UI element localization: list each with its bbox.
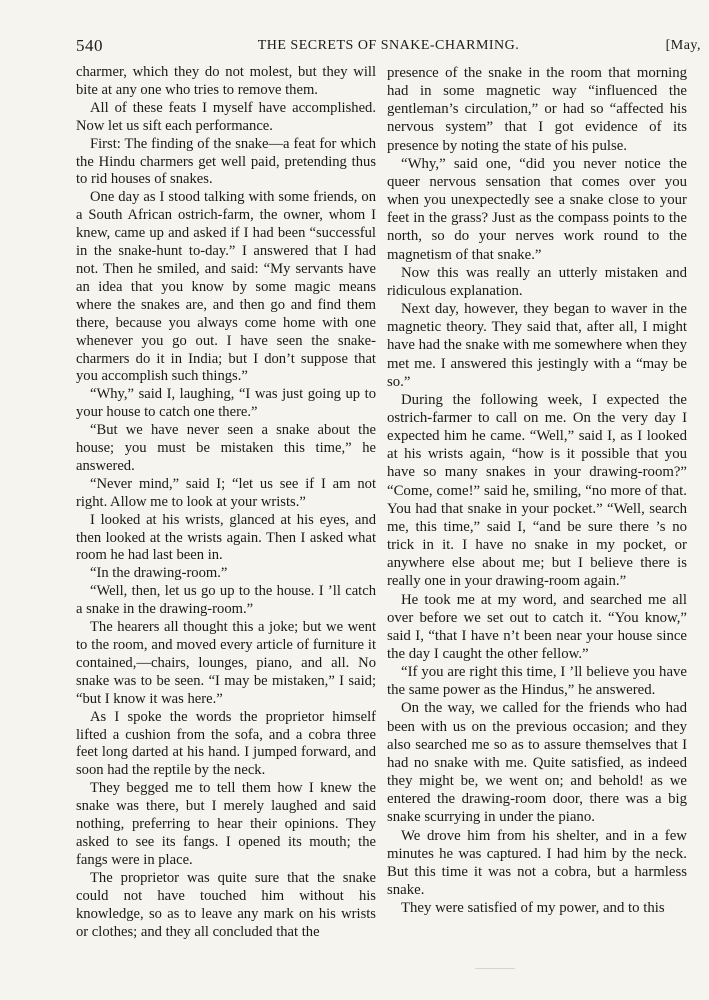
paragraph: During the following week, I expected the ostrich-farmer to call on me. On the very day I expected him he came. “Well,” said I, as I looked at his wrists again, “how is it possible that you have so many snakes in your drawing-room?” “Come, come!” said he, smiling, “no more of that. You had that snake in your pocket.” “Well, search me, this time,” said I, “and be sure there ’s no trick in it. I have no snake in my pocket, or anywhere else about me; but I believe there is really one in your drawing-room again.” (387, 391, 687, 590)
paragraph: “Why,” said one, “did you never notice the queer nervous sensation that comes over you when you unexpectedly see a snake close to your feet in the grass? Just as the compass points to the north, so do your nerves work round to the magnetism of that snake.” (387, 155, 687, 263)
paragraph: “But we have never seen a snake about the house; you must be mistaken this time,” he answered. (76, 422, 376, 474)
paragraph: presence of the snake in the room that morning had in some magnetic way “influenced the gentleman’s circulation,” or had so “affected his nervous system” that I got evidence of its presence by noting the state of his pulse. (387, 65, 687, 154)
paragraph: “Well, then, let us go up to the house. I ’ll catch a snake in the drawing-room.” (76, 583, 376, 618)
paragraph: Now this was really an utterly mistaken and ridiculous explanation. (387, 264, 687, 299)
paragraph: We drove him from his shelter, and in a few minutes he was captured. I had him by the neck. But this time it was not a cobra, but a harmless snake. (387, 827, 687, 899)
right-column (387, 64, 687, 917)
paragraph: One day as I stood talking with some friends, on a South African ostrich-farm, the owner, whom I knew, came up and asked if I had been “successful in the snake-hunt to-day.” I answered that I had not. Then he smiled, and said: “My servants have an idea that you know by some magic means where the snakes are, and then go and find them there, because you always come home with one whenever you go out. I have seen the snake-charmers do it in India; but I don’t suppose that you accomplish such things.” (76, 189, 376, 385)
issue-month: [May, (665, 38, 701, 53)
paper-mark (475, 968, 515, 969)
paragraph: As I spoke the words the proprietor himself lifted a cushion from the sofa, and a cobra three feet long darted at his hand. I jumped forward, and soon had the reptile by the neck. (76, 708, 376, 779)
paragraph: He took me at my word, and searched me all over before we set out to catch it. “You know,” said I, “that I have n’t been near your house since the day I caught the other fellow.” (387, 591, 687, 662)
paragraph: On the way, we called for the friends who had been with us on the previous occasion; and they also searched me so as to assure themselves that I had no snake with me. Quite satisfied, as indeed they might be, we went on; and behold! as we entered the drawing-room door, there was a big snake scurrying in under the piano. (387, 700, 687, 826)
paragraph: They begged me to tell them how I knew the snake was there, but I merely laughed and said nothing, preferring to hear their opinions. They asked to see its fangs. I opened its mouth; the fangs were in place. (76, 780, 376, 868)
paragraph: Next day, however, they began to waver in the magnetic theory. They said that, after all, I might have had the snake with me somewhere when they met me. I answered this jestingly with a “may be so.” (387, 301, 687, 390)
paragraph: The hearers all thought this a joke; but we went to the room, and moved every article of furniture it contained,—chairs, lounges, piano, and all. No snake was to be seen. “I may be mistaken,” I said; “but I know it was here.” (76, 619, 376, 707)
paragraph: I looked at his wrists, glanced at his eyes, and then looked at the wrists again. Then I asked what room he had last been in. (76, 511, 376, 564)
paragraph: They were satisfied of my power, and to this (401, 900, 665, 917)
left-column (76, 64, 376, 941)
paragraph: “If you are right this time, I ’ll believe you have the same power as the Hindus,” he answered. (387, 664, 687, 699)
paragraph: First: The finding of the snake—a feat for which the Hindu charmers get well paid, pretending thus to rid houses of snakes. (76, 135, 376, 188)
paragraph: charmer, which they do not molest, but they will bite at any one who tries to remove them. (76, 64, 376, 98)
paragraph: “Why,” said I, laughing, “I was just going up to your house to catch one there.” (76, 386, 376, 421)
paragraph: The proprietor was quite sure that the snake could not have touched him without his knowledge, so as to leave any mark on his wrists or clothes; and they all concluded that the (76, 869, 376, 940)
running-header (76, 36, 701, 56)
running-title: THE SECRETS OF SNAKE-CHARMING. (257, 38, 520, 53)
paragraph: “Never mind,” said I; “let us see if I am not right. Allow me to look at your wrists.” (76, 475, 376, 510)
paragraph: “In the drawing-room.” (90, 565, 228, 582)
paragraph: All of these feats I myself have accomplished. Now let us sift each performance. (76, 99, 376, 134)
page-number: 540 (76, 36, 103, 55)
